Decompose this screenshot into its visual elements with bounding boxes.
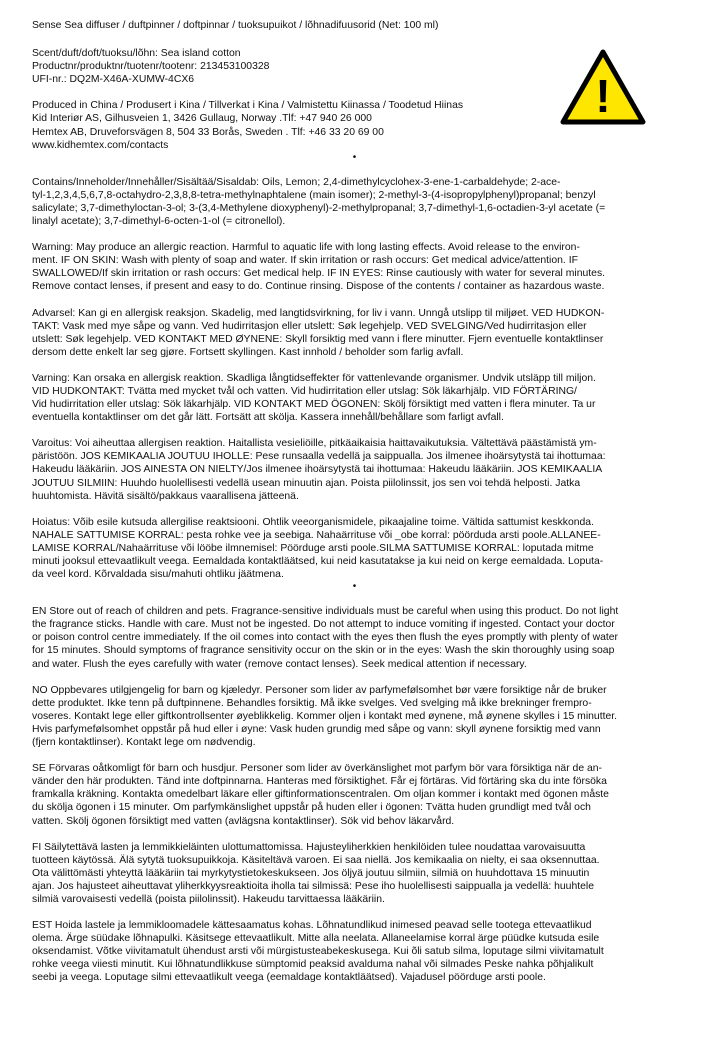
safety-line: or poison control centre immediately. If the oil comes into contact with the eyes then flush the eyes promptly with plenty of water [32,632,619,644]
separator-dot: • [352,581,357,593]
contact-website: www.kidhemtex.com/contacts [32,139,169,151]
separator-dot: • [352,151,357,163]
warning-line: TAKT: Vask med mye såpe og vann. Ved hudirritasjon eller utslett: Søk legehjelp. VED SVELGING/Ved hudirritasjon eller [32,320,587,332]
safety-no [32,684,677,749]
warning-no [32,307,677,359]
warning-line: Warning: May produce an allergic reaction. Harmful to aquatic life with long lasting effects. Avoid release to the environ- [32,242,580,254]
produced-in-line: Produced in China / Produsert i Kina / Tillverkat i Kina / Valmistettu Kiinassa / Toodetud Hiinas [32,100,464,112]
ufi-line: UFI-nr.: DQ2M-X46A-XUMW-4CX6 [32,74,195,86]
product-title: Sense Sea diffuser / duftpinner / doftpinnar / tuoksupuikot / lõhnadifuusorid (Net: 100 ml) [32,20,439,31]
hemtex-address: Hemtex AB, Druveforsvägen 8, 504 33 Borås, Sweden . Tlf: +46 33 20 69 00 [32,126,384,138]
safety-line: for 15 minutes. Should symptoms of fragrance sensitivity occur on the skin or in the eyes: Wash the skin thoroughly using soap [32,645,615,657]
safety-line: rohke veega viiesti minutit. Kui lõhnatundlikkuse sümptomid peaksid avalduma nahal või silmades Peske nahka põhjalikult [32,959,594,971]
warning-line: Hoiatus: Võib esile kutsuda allergilise reaktsiooni. Ohtlik veeorganismidele, pikaajaline toime. Vältida sattumist keskkonda. [32,516,594,528]
warning-line: minuti jooksul ettevaatlikult veega. Eemaldada kontaktläätsed, kui neid kasutatakse ja kui neid on kerge eemaldada. Loputa- [32,556,604,567]
warning-line: Varoitus: Voi aiheuttaa allergisen reaktion. Haitallista vesieliöille, pitkäaikaisia haittavaikutuksia. Vältettävä päästämistä ym- [32,438,597,450]
safety-line: the fragrance sticks. Handle with care. Must not be ingested. Do not attempt to induce vomiting if ingested. Contact your doctor [32,619,615,631]
warning-est [32,516,677,581]
safety-line: Ota välittömästi yhteyttä lääkäriin tai myrkytystietokeskukseen. Jos öljyä joutuu silmiin, silmiä on huuhdottava 15 minuutin [32,867,590,879]
warning-line: huuhtomista. Hävitä sisältö/pakkaus vaarallisena jätteenä. [32,490,299,502]
warning-line: eventuella kontaktlinser om det går lätt. Fortsätt att skölja. Kassera innehåll/behållare som farligt avfall. [32,412,504,424]
product-number-line: Productnr/produktnr/tuotenr/tootenr: 213453100328 [32,61,270,73]
safety-line: seebi ja veega. Loputage silmi ettevaatlikult veega (eemaldage kontaktläätsed). Vajadusel pöörduge arsti poole. [32,972,546,984]
exclamation-mark: ! [595,70,611,122]
safety-line: tuotteen käytössä. Älä sytytä tuoksupuikkoja. Käsiteltävä varoen. Ei saa niellä. Jos kemikaalia on nielty, ei saa oksennuttaa. [32,854,600,866]
warning-line: da veel kord. Kõrvaldada sisu/mahuti ohtliku jäätmena. [32,569,284,581]
safety-line: oksendamist. Võtke viivitamatult ühendust arsti või mürgistusteabekeskusega. Kui õli satub silma, loputage silmi viivitamatult [32,946,604,958]
safety-line: olema. Ärge süüdake lõhnapulki. Käsitsege ettevaatlikult. Mitte alla neelata. Allaneelamise korral ärge püüdke kutsuda esile [32,933,600,945]
safety-line: framkalla kräkning. Kontakta omedelbart läkare eller giftinformationscentralen. Om oljan kommer i kontakt med ögonen måste [32,789,609,801]
safety-line: FI Säilytettävä lasten ja lemmikkieläinten ulottumattomissa. Hajusteyliherkkien henkilöiden tulee noudattaa varovaisuutta [32,841,586,853]
safety-line: vatten. Skölj ögonen försiktigt med vatten (avlägsna kontaktlinser). Sök vid behov läkarvård. [32,815,455,827]
safety-line: Hvis parfymefølsomhet oppstår på hud eller i øyne: Vask huden grundig med såpe og vann: skyll øynene forsiktig med vann [32,723,601,735]
safety-se [32,762,677,827]
warning-line: Varning: Kan orsaka en allergisk reaktion. Skadliga långtidseffekter för vattenlevande organismer. Undvik utsläpp till miljon. [32,372,596,384]
safety-fi [32,841,677,906]
safety-line: ajan. Jos hajusteet aiheuttavat yliherkkyysreaktioita iholla tai silmissä: Pese iho huolellisesti saippualla ja vedellä: huuhtele [32,880,594,892]
safety-line: voseres. Kontakt lege eller giftkontrollsenter øyeblikkelig. Kommer oljen i kontakt med øynene, må øynene skylles i 15 minutter. [32,710,618,722]
safety-line: dette produktet. Ikke tenn på duftpinnene. Behandles forsiktig. Må ikke svelges. Ved svelging må ikke brekninger frempro- [32,697,592,709]
safety-en [32,605,677,670]
safety-line: vänder den här produkten. Tänd inte doftpinnarna. Hanteras med försiktighet. Får ej förtäras. Vid förtäring ska du inte försöka [32,776,607,788]
safety-line: NO Oppbevares utilgjengelig for barn og kjæledyr. Personer som lider av parfymefølsomhet bør være forsiktige når de bruker [32,684,607,696]
safety-line: (fjern kontaktlinser). Kontakt lege om nødvendig. [32,737,256,749]
warning-line: Hakeudu lääkäriin. JOS AINESTA ON NIELTY/Jos ilmenee ihoärsytystä tai ihottumaa: Hakeudu lääkäriin. JOS KEMIKAALIA [32,464,603,476]
warning-line: Vid hudirritation eller utslag: Sök läkarhjälp. VID KONTAKT MED ÖGONEN: Skölj försiktigt med vatten i flera minuter. Ta ur [32,399,596,411]
ingredients-line: Contains/Inneholder/Innehåller/Sisältää/Sisaldab: Oils, Lemon; 2,4-dimethylcyclohex-3-ene-1-carbaldehyde; 2-ace- [32,176,561,188]
warning-line: ment. IF ON SKIN: Wash with plenty of soap and water. If skin irritation or rash occurs: Get medical advice/attention. IF [32,255,578,267]
warning-line: Advarsel: Kan gi en allergisk reaksjon. Skadelig, med langtidsvirkning, for liv i vann. Unngå utslipp til miljøet. VED HUDKON- [32,307,605,319]
ingredients-block [32,176,677,228]
kid-interior-address: Kid Interiør AS, Gilhusveien 1, 3426 Gullaug, Norway .Tlf: +47 940 26 000 [32,113,372,125]
ingredients-line: tyl-1,2,3,4,5,6,7,8-octahydro-2,3,8,8-tetra-methylnaphtalene (main isomer); 2-methyl-3-(4-isopropylphenyl)propanal; benzyl [32,189,596,201]
ingredients-line: salicylate; 3,7-dimethyloctan-3-ol; 3-(3,4-Methylene dioxyphenyl)-2-methylpropanal; 3,7-dimethyl-1,6-octadien-3-yl acetate (= [32,202,606,214]
warning-line: LAMISE KORRAL/Nahaärrituse või lööbe ilmnemisel: Pöörduge arsti poole.SILMA SATTUMISE KORRAL: loputada mitme [32,542,594,554]
warning-se [32,372,677,424]
exclamation-warning-icon [559,47,647,127]
label-document [32,19,677,985]
safety-line: EST Hoida lastele ja lemmikloomadele kättesaamatus kohas. Lõhnatundlikud inimesed peavad selle tootega ettevaatlikud [32,920,592,932]
safety-est [32,919,677,984]
warning-line: NAHALE SATTUMISE KORRAL: pesta rohke vee ja seebiga. Nahaärrituse või _obe korral: pöörduda arsti poole.ALLANEE- [32,529,601,541]
safety-line: du skölja ögonen i 15 minuter. Om parfymkänslighet uppstår på huden eller i ögonen: Tvätta huden grundligt med tvål och [32,802,591,814]
warning-line: dersom dette enkelt lar seg gjøre. Fortsett skyllingen. Kast innhold / beholder som farlig avfall. [32,346,464,358]
warning-en [32,241,677,293]
warning-line: JOUTUU SILMIIN: Huuhdo huolellisesti vedellä usean minuutin ajan. Poista piilolinssit, jos sen voi tehdä helposti. Jatka [32,477,581,489]
warning-line: päristöön. JOS KEMIKAALIA JOUTUU IHOLLE: Pese runsaalla vedellä ja saippualla. Jos ilmenee ihoärsytystä tai ihottumaa: [32,451,606,463]
safety-line: silmiä varovaisesti vedellä (poista piilolinssit). Hakeudu tarvittaessa lääkäriin. [32,893,385,905]
warning-line: VID HUDKONTAKT: Tvätta med mycket tvål och vatten. Vid hudirritation eller utslag: Sök läkarhjälp. VID FÖRTÄRING/ [32,385,577,397]
warning-line: Remove contact lenses, if present and easy to do. Continue rinsing. Dispose of the contents / container as hazardous waste. [32,281,605,293]
safety-line: and water. Flush the eyes carefully with water (remove contact lenses). Seek medical attention if necessary. [32,658,527,670]
scent-line: Scent/duft/doft/tuoksu/lõhn: Sea island cotton [32,48,241,60]
ingredients-line: linalyl acetate); 3,7-dimethyl-6-octen-1-ol (= citronellol). [32,216,286,228]
warning-line: SWALLOWED/If skin irritation or rash occurs: Get medical help. IF IN EYES: Rinse cautiously with water for several minutes. [32,268,606,280]
warning-line: utslett: Søk legehjelp. VED KONTAKT MED ØYNENE: Skyll forsiktig med vann i flere minutter. Fjern eventuelle kontaktlinser [32,333,604,345]
safety-line: EN Store out of reach of children and pets. Fragrance-sensitive individuals must be careful when using this product. Do not light [32,606,619,618]
safety-line: SE Förvaras oåtkomligt för barn och husdjur. Personer som lider av överkänslighet mot parfym bör vara försiktiga när de an- [32,763,603,775]
warning-fi [32,437,677,502]
